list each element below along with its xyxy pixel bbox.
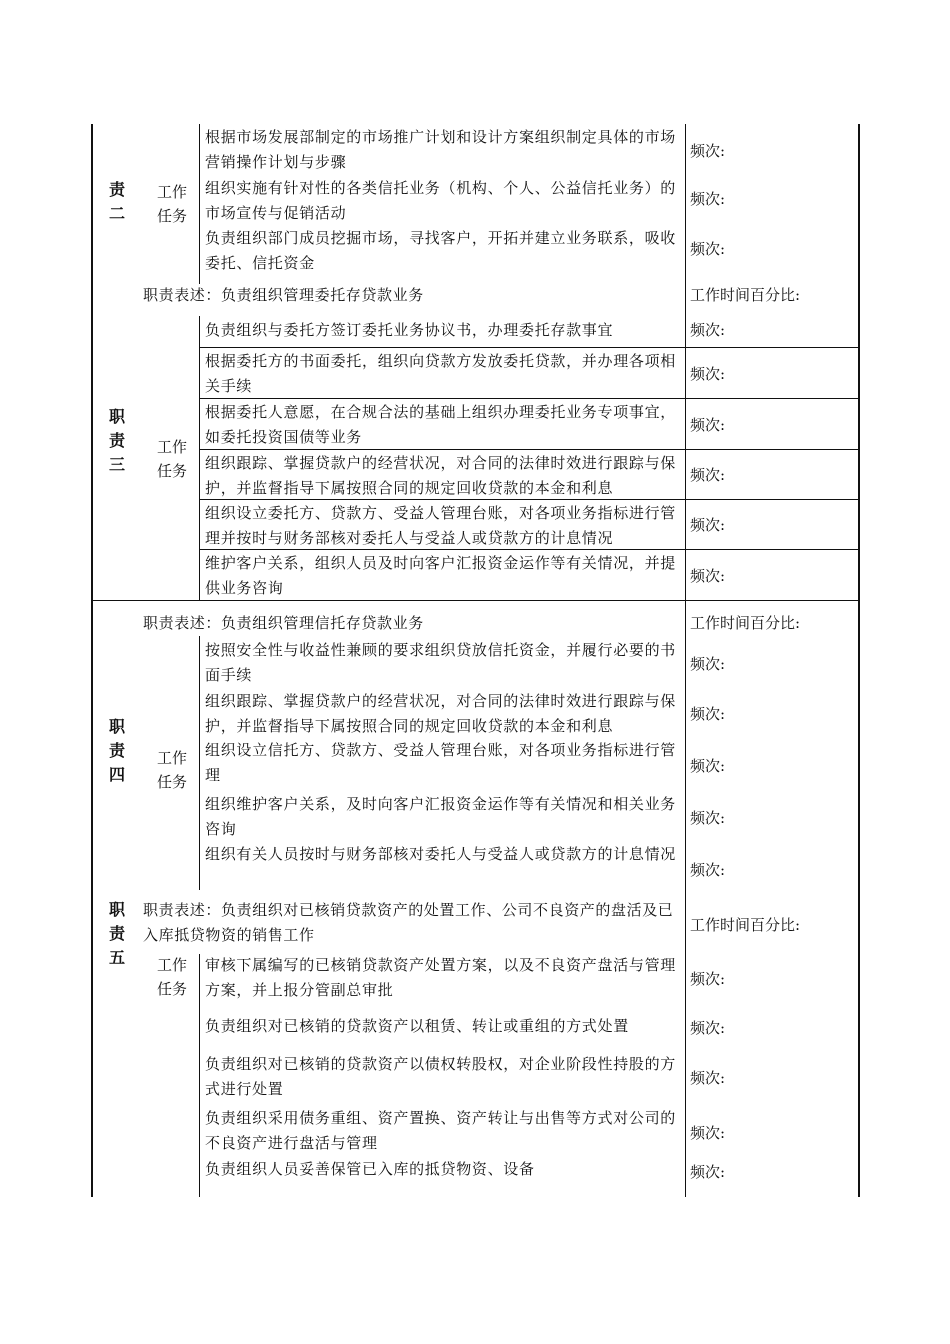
frequency-label: 频次:	[690, 655, 726, 673]
time-percentage-label: 工作时间百分比:	[690, 614, 801, 632]
task-item: 组织跟踪、掌握贷款户的经营状况，对合同的法律时效进行跟踪与保护，并监督指导下属按照合同的规定回收贷款的本金和利息	[205, 454, 677, 497]
frequency-label: 频次:	[690, 809, 726, 827]
task-item: 负责组织对已核销的贷款资产以债权转股权，对企业阶段性持股的方式进行处置	[205, 1055, 677, 1098]
responsibility-description: 职责表述：负责组织对已核销贷款资产的处置工作、公司不良资产的盘活及已入库抵贷物资的销售工作	[143, 901, 674, 944]
frequency-label: 频次:	[690, 321, 726, 339]
section-heading: 责 二	[108, 180, 125, 223]
task-item: 根据委托人意愿，在合规合法的基础上组织办理委托业务专项事宜，如委托投资国债等业务	[205, 403, 677, 446]
section-heading: 职 责 四	[108, 717, 125, 784]
task-item: 组织设立信托方、贷款方、受益人管理台账，对各项业务指标进行管理	[205, 741, 677, 784]
task-item: 审核下属编写的已核销贷款资产处置方案，以及不良资产盘活与管理方案，并上报分管副总审批	[205, 956, 677, 999]
task-item: 组织维护客户关系，及时向客户汇报资金运作等有关情况和相关业务咨询	[205, 795, 677, 838]
work-task-label: 工作 任务	[156, 183, 187, 225]
frequency-label: 频次:	[690, 190, 726, 208]
frequency-label: 频次:	[690, 567, 726, 585]
frequency-label: 频次:	[690, 757, 726, 775]
task-item: 组织跟踪、掌握贷款户的经营状况，对合同的法律时效进行跟踪与保护，并监督指导下属按照合同的规定回收贷款的本金和利息	[205, 692, 677, 735]
row-divider	[199, 347, 859, 348]
task-item: 负责组织对已核销的贷款资产以租赁、转让或重组的方式处置	[205, 1017, 629, 1035]
frequency-label: 频次:	[690, 1124, 726, 1142]
frequency-label: 频次:	[690, 705, 726, 723]
task-item: 负责组织人员妥善保管已入库的抵贷物资、设备	[205, 1160, 535, 1178]
task-column-divider	[199, 316, 200, 600]
task-item: 负责组织部门成员挖掘市场，寻找客户，开拓并建立业务联系，吸收委托、信托资金	[205, 229, 677, 272]
task-item: 组织实施有针对性的各类信托业务（机构、个人、公益信托业务）的市场宣传与促销活动	[205, 179, 677, 222]
task-item: 负责组织采用债务重组、资产置换、资产转让与出售等方式对公司的不良资产进行盘活与管理	[205, 1109, 677, 1152]
table-right-border	[858, 124, 860, 1197]
responsibility-description: 职责表述：负责组织管理委托存贷款业务	[143, 286, 424, 304]
task-item: 根据委托方的书面委托，组织向贷款方发放委托贷款，并办理各项相关手续	[205, 352, 677, 395]
task-item: 维护客户关系，组织人员及时向客户汇报资金运作等有关情况，并提供业务咨询	[205, 554, 677, 597]
frequency-label: 频次:	[690, 416, 726, 434]
frequency-column-divider	[685, 124, 686, 1197]
task-item: 按照安全性与收益性兼顾的要求组织贷放信托资金，并履行必要的书面手续	[205, 641, 677, 684]
frequency-label: 频次:	[690, 970, 726, 988]
task-column-divider	[199, 636, 200, 890]
task-item: 组织有关人员按时与财务部核对委托人与受益人或贷款方的计息情况	[205, 845, 677, 863]
task-column-divider	[199, 124, 200, 284]
frequency-label: 频次:	[690, 466, 726, 484]
frequency-label: 频次:	[690, 365, 726, 383]
frequency-label: 频次:	[690, 516, 726, 534]
work-task-label: 工作 任务	[156, 749, 187, 791]
work-task-label: 工作 任务	[156, 438, 187, 480]
frequency-label: 频次:	[690, 1069, 726, 1087]
time-percentage-label: 工作时间百分比:	[690, 916, 801, 934]
frequency-label: 频次:	[690, 1019, 726, 1037]
task-item: 组织设立委托方、贷款方、受益人管理台账，对各项业务指标进行管理并按时与财务部核对委托人与受益人或贷款方的计息情况	[205, 504, 677, 547]
frequency-label: 频次:	[690, 142, 726, 160]
table-left-border	[91, 124, 93, 1197]
frequency-label: 频次:	[690, 861, 726, 879]
task-item: 根据市场发展部制定的市场推广计划和设计方案组织制定具体的市场营销操作计划与步骤	[205, 128, 677, 171]
section-heading: 职 责 三	[108, 407, 125, 474]
time-percentage-label: 工作时间百分比:	[690, 286, 801, 304]
task-item: 负责组织与委托方签订委托业务协议书，办理委托存款事宜	[205, 321, 614, 339]
task-column-divider	[199, 954, 200, 1197]
section-heading: 职 责 五	[108, 900, 125, 967]
frequency-label: 频次:	[690, 1163, 726, 1181]
frequency-label: 频次:	[690, 240, 726, 258]
work-task-label: 工作 任务	[156, 956, 187, 998]
responsibility-description: 职责表述：负责组织管理信托存贷款业务	[143, 614, 424, 632]
